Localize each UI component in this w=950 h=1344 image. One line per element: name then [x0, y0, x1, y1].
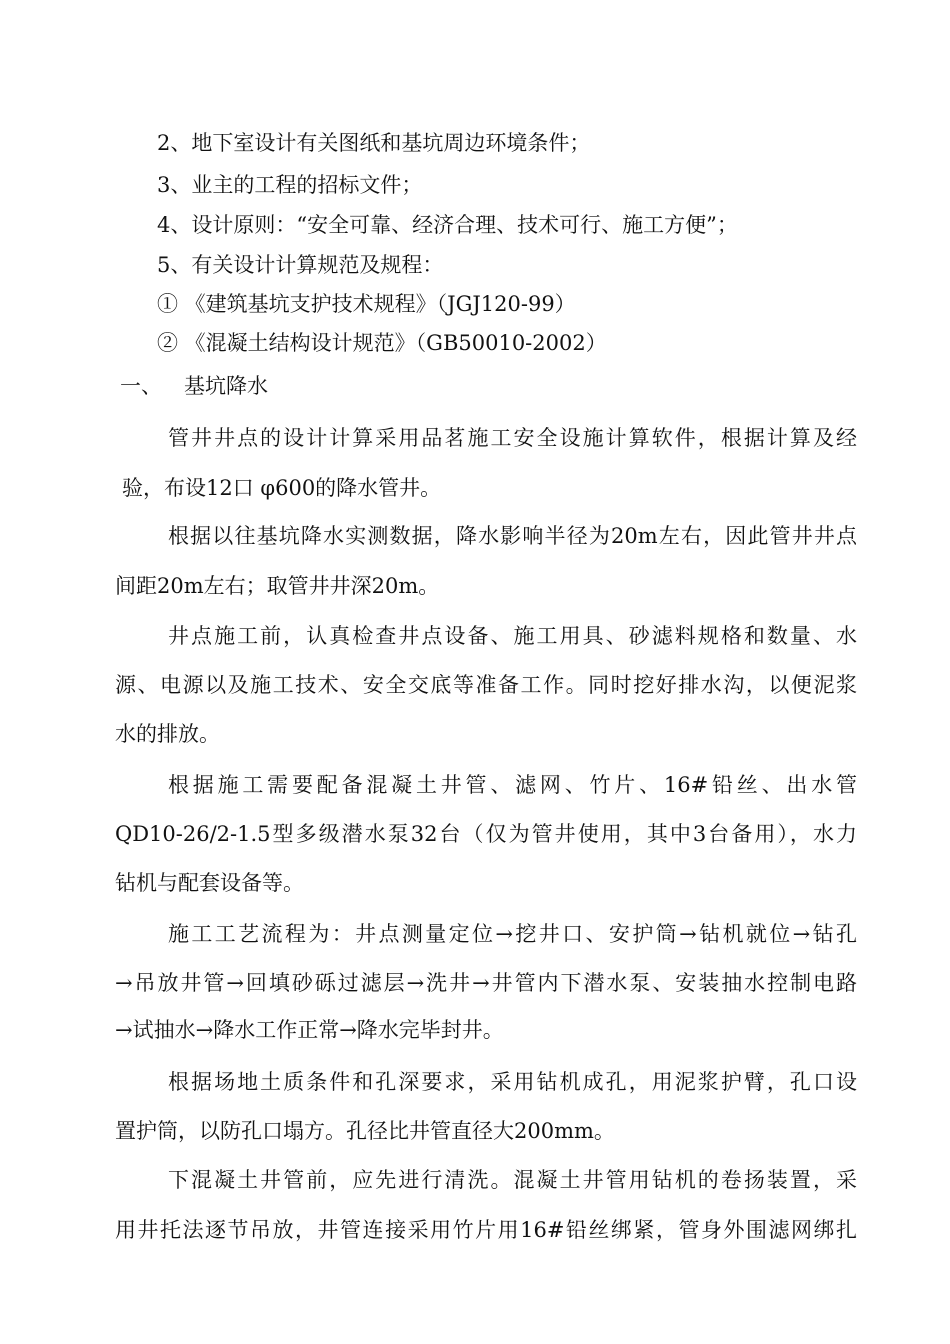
list-item: 2、地下室设计有关图纸和基坑周边环境条件；	[157, 131, 591, 155]
paragraph-line: 验，布设12口 φ600的降水管井。	[122, 476, 442, 500]
paragraph-line: 源、电源以及施工技术、安全交底等准备工作。同时挖好排水沟，以便泥浆	[115, 673, 857, 697]
paragraph-line: 井点施工前，认真检查井点设备、施工用具、砂滤料规格和数量、水	[168, 624, 857, 648]
paragraph-line: 施工工艺流程为：井点测量定位→挖井口、安护筒→钻机就位→钻孔	[168, 922, 857, 946]
list-item: 5、有关设计计算规范及规程：	[157, 253, 444, 277]
list-item: 4、设计原则：“安全可靠、经济合理、技术可行、施工方便”；	[157, 213, 738, 237]
paragraph-line: 根据以往基坑降水实测数据，降水影响半径为20m左右，因此管井井点	[168, 524, 857, 548]
list-item: 3、业主的工程的招标文件；	[157, 173, 423, 197]
paragraph-line: 根据场地土质条件和孔深要求，采用钻机成孔，用泥浆护臂，孔口设	[168, 1070, 857, 1094]
paragraph-line: 下混凝土井管前，应先进行清洗。混凝土井管用钻机的卷扬装置，采	[168, 1168, 857, 1192]
paragraph-line: 水的排放。	[115, 722, 220, 746]
paragraph-line: 钻机与配套设备等。	[115, 871, 304, 895]
section-title: 基坑降水	[184, 374, 268, 398]
paragraph-line: 置护筒，以防孔口塌方。孔径比井管直径大200mm。	[115, 1119, 615, 1143]
paragraph-line: →吊放井管→回填砂砾过滤层→洗井→井管内下潜水泵、安装抽水控制电路	[115, 971, 857, 995]
section-number: 一、	[120, 374, 162, 398]
paragraph-line: 间距20m左右；取管井井深20m。	[115, 574, 440, 598]
paragraph-line: 用井托法逐节吊放，井管连接采用竹片用16#铅丝绑紧，管身外围滤网绑扎	[115, 1218, 857, 1242]
paragraph-line: QD10-26/2-1.5型多级潜水泵32台（仅为管井使用，其中3台备用），水力	[115, 822, 857, 846]
paragraph-line: 管井井点的设计计算采用品茗施工安全设施计算软件，根据计算及经	[168, 426, 857, 450]
list-item: ① 《建筑基坑支护技术规程》（JGJ120-99）	[157, 292, 576, 316]
paragraph-line: →试抽水→降水工作正常→降水完毕封井。	[115, 1018, 504, 1042]
paragraph-line: 根据施工需要配备混凝土井管、滤网、竹片、16#铅丝、出水管	[168, 773, 857, 797]
list-item: ② 《混凝土结构设计规范》（GB50010-2002）	[157, 331, 607, 355]
